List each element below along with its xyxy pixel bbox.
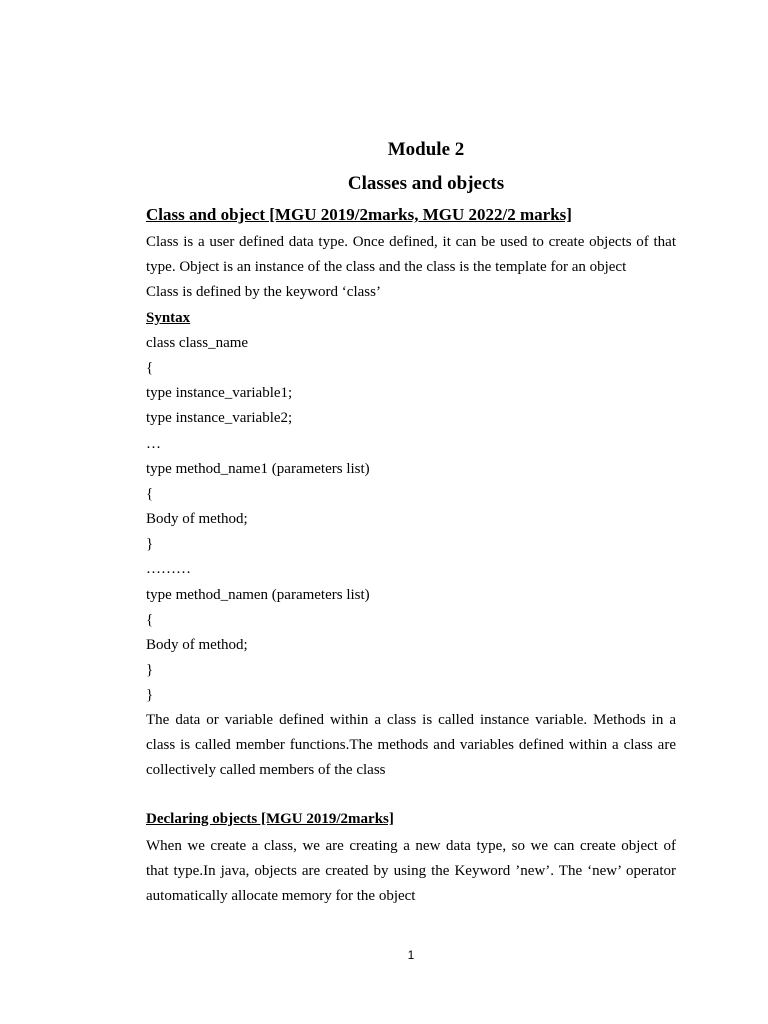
syntax-line: Body of method; (146, 511, 248, 528)
section-body-class-and-object (146, 230, 676, 709)
paragraph-line: The data or variable defined within a class is called instance variable. Methods in a (146, 712, 676, 728)
syntax-line: { (146, 611, 154, 628)
syntax-label: Syntax (146, 309, 191, 326)
section-heading-declaring-objects: Declaring objects [MGU 2019/2marks] (146, 811, 394, 827)
module-title: Module 2 (387, 139, 465, 160)
paragraph-line: Class is a user defined data type. Once defined, it can be used to create objects of that (146, 234, 676, 250)
syntax-line: } (146, 687, 154, 704)
syntax-line: type instance_variable2; (146, 410, 293, 427)
syntax-line: class class_name (146, 334, 249, 351)
syntax-line: … (146, 435, 161, 452)
paragraph-line: that type.In java, objects are created by using the Keyword ’new’. The ‘new’ operator (146, 863, 676, 880)
paragraph-line: class is called member functions.The methods and variables defined within a class are (146, 737, 676, 754)
page-number: 1 (407, 948, 415, 962)
paragraph-line: automatically allocate memory for the object (146, 888, 416, 905)
syntax-line: type method_namen (parameters list) (146, 586, 370, 603)
syntax-line: { (146, 485, 154, 502)
syntax-line: type method_name1 (parameters list) (146, 460, 370, 477)
members-paragraph (146, 708, 676, 784)
syntax-line: type instance_variable1; (146, 385, 293, 402)
paragraph-line: type. Object is an instance of the class and the class is the template for an object (146, 259, 627, 276)
paragraph-line: Class is defined by the keyword ‘class’ (146, 284, 381, 301)
syntax-line: Body of method; (146, 637, 248, 653)
paragraph-line: When we create a class, we are creating a new data type, so we can create object of (146, 838, 676, 854)
syntax-line: ……… (146, 561, 191, 578)
syntax-line: } (146, 662, 154, 679)
syntax-line: } (146, 536, 154, 553)
declaring-objects-paragraph (146, 834, 676, 910)
section-heading-class-and-object: Class and object [MGU 2019/2marks, MGU 2022/2 marks] (146, 205, 572, 224)
syntax-line: { (146, 359, 154, 376)
chapter-title: Classes and objects (347, 173, 505, 194)
paragraph-line: collectively called members of the class (146, 762, 386, 779)
